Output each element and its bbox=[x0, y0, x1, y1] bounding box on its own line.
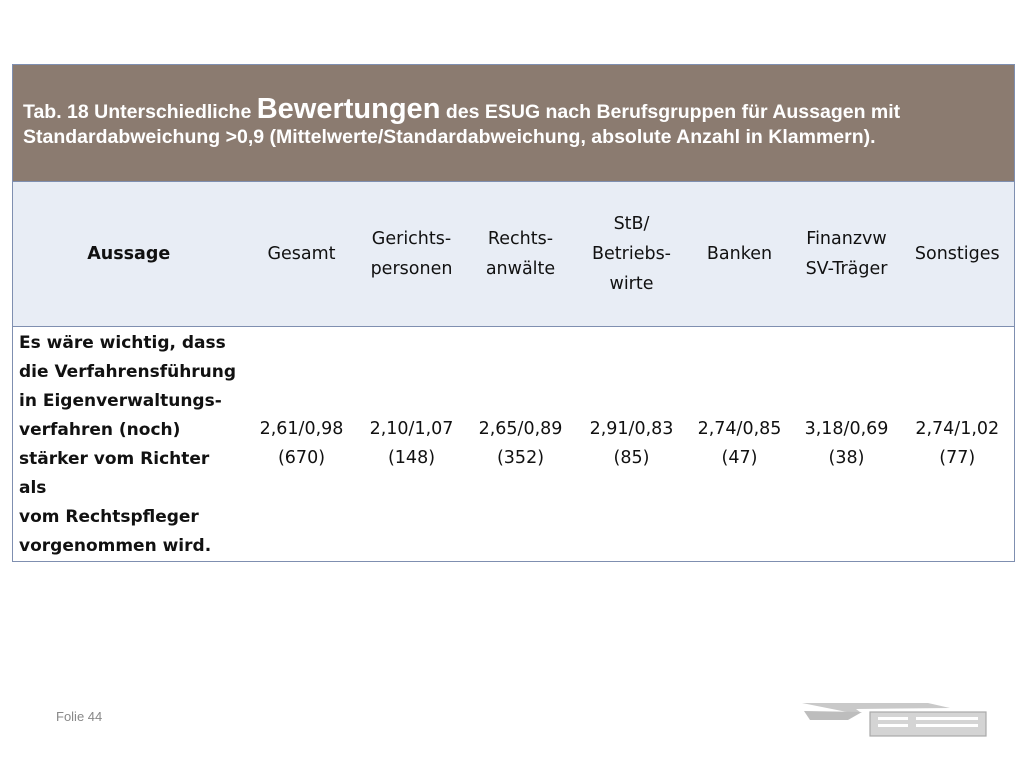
header-line: Gerichts- bbox=[371, 229, 452, 249]
value-cell-banken bbox=[687, 327, 793, 562]
value-cell-finanzvw-sv-traeger bbox=[793, 327, 901, 562]
statement-line: vom Rechtspfleger bbox=[19, 507, 199, 527]
value-cell-stb-betriebswirte bbox=[577, 327, 687, 562]
value-text: 2,61/0,98 bbox=[259, 419, 344, 439]
header-line: Betriebs- bbox=[592, 244, 671, 264]
header-line: Aussage bbox=[87, 244, 171, 264]
value-text: 2,74/0,85 bbox=[697, 419, 782, 439]
value-cell-sonstiges bbox=[901, 327, 1015, 562]
title-text-part2: des ESUG nach Berufsgruppen für Aussagen mit Standardabweichung >0,9 (Mittelwerte/Standardabweichung, absolute Anzahl in Klammern). bbox=[23, 100, 901, 148]
statement-line: stärker vom Richter als bbox=[19, 449, 210, 498]
header-stb-betriebswirte bbox=[577, 182, 687, 327]
slide-logo-icon bbox=[800, 700, 990, 740]
header-line: Finanzvw bbox=[806, 229, 887, 249]
slide-number: Folie 44 bbox=[56, 709, 103, 724]
statement-line: in Eigenverwaltungs- bbox=[19, 391, 222, 411]
value-cell-gesamt bbox=[245, 327, 359, 562]
count-text: (38) bbox=[828, 448, 865, 468]
table-title bbox=[13, 65, 1015, 182]
header-line: Sonstiges bbox=[914, 244, 1000, 264]
header-line: anwälte bbox=[485, 259, 556, 279]
header-line: wirte bbox=[609, 274, 654, 294]
statement-line: vorgenommen wird. bbox=[19, 536, 212, 556]
title-row bbox=[13, 65, 1015, 182]
results-table bbox=[12, 64, 1015, 562]
header-finanzvw-sv-traeger bbox=[793, 182, 901, 327]
header-row bbox=[13, 182, 1015, 327]
header-line: Rechts- bbox=[487, 229, 554, 249]
header-line: Gesamt bbox=[267, 244, 336, 264]
header-aussage bbox=[13, 182, 245, 327]
title-text-part1: Tab. 18 Unterschiedliche bbox=[23, 100, 257, 123]
count-text: (148) bbox=[387, 448, 436, 468]
header-line: StB/ bbox=[613, 214, 650, 234]
count-text: (47) bbox=[721, 448, 758, 468]
statement-line: verfahren (noch) bbox=[19, 420, 181, 440]
value-text: 2,74/1,02 bbox=[915, 419, 1000, 439]
header-banken bbox=[687, 182, 793, 327]
count-text: (85) bbox=[613, 448, 650, 468]
count-text: (352) bbox=[496, 448, 545, 468]
table-row bbox=[13, 327, 1015, 562]
statement-line: Es wäre wichtig, dass bbox=[19, 333, 226, 353]
header-line: personen bbox=[370, 259, 453, 279]
value-text: 3,18/0,69 bbox=[804, 419, 889, 439]
header-line: SV-Träger bbox=[805, 259, 888, 279]
count-text: (670) bbox=[277, 448, 326, 468]
count-text: (77) bbox=[939, 448, 976, 468]
value-cell-gerichtspersonen bbox=[359, 327, 465, 562]
value-cell-rechtsanwaelte bbox=[465, 327, 577, 562]
statement-cell bbox=[13, 327, 245, 562]
header-gerichtspersonen bbox=[359, 182, 465, 327]
header-gesamt bbox=[245, 182, 359, 327]
value-text: 2,65/0,89 bbox=[478, 419, 563, 439]
statement-line: die Verfahrensführung bbox=[19, 362, 237, 382]
header-rechtsanwaelte bbox=[465, 182, 577, 327]
value-text: 2,10/1,07 bbox=[369, 419, 454, 439]
header-sonstiges bbox=[901, 182, 1015, 327]
value-text: 2,91/0,83 bbox=[589, 419, 674, 439]
header-line: Banken bbox=[706, 244, 773, 264]
title-text-emphasis: Bewertungen bbox=[256, 92, 441, 125]
